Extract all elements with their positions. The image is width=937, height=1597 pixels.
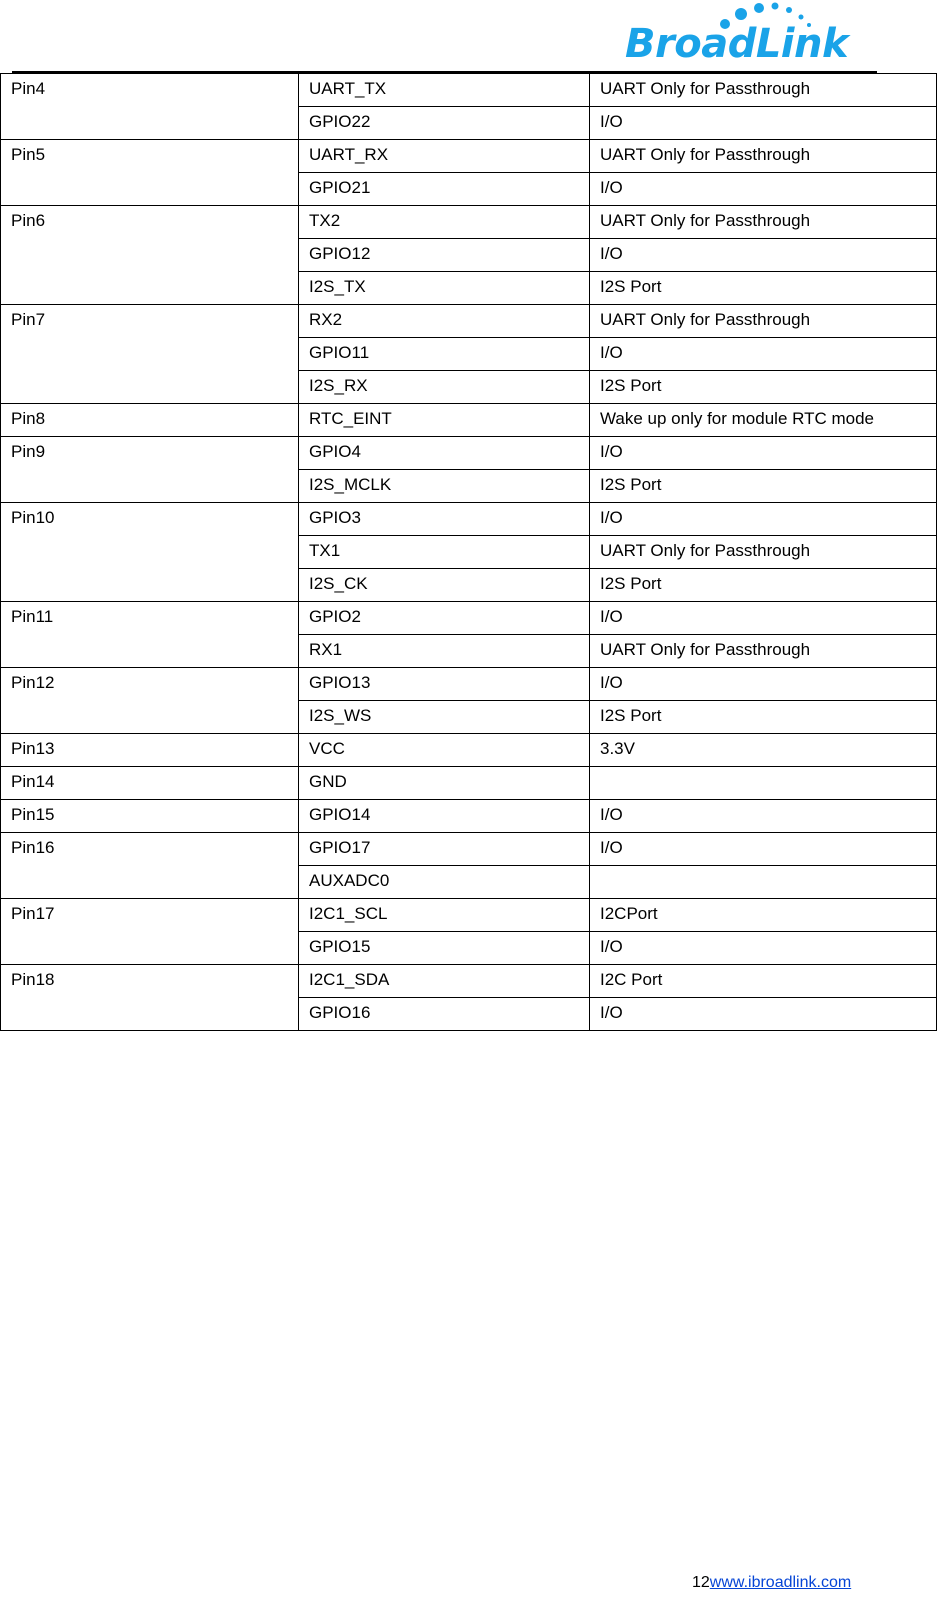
description-cell: I2S Port xyxy=(590,272,937,305)
description-cell: I/O xyxy=(590,173,937,206)
website-link[interactable]: www.ibroadlink.com xyxy=(709,1574,852,1591)
table-row xyxy=(1,965,937,998)
signal-cell: GPIO13 xyxy=(299,668,590,701)
signal-cell: I2C1_SCL xyxy=(299,899,590,932)
description-cell: I/O xyxy=(590,833,937,866)
description-cell: I/O xyxy=(590,239,937,272)
logo-dot xyxy=(754,3,764,13)
description-cell: I/O xyxy=(590,437,937,470)
pin-name-cell: Pin12 xyxy=(1,668,299,734)
table-row xyxy=(1,404,937,437)
logo-dot xyxy=(772,3,779,10)
description-cell: I2S Port xyxy=(590,470,937,503)
pin-name-cell: Pin6 xyxy=(1,206,299,305)
signal-cell: I2S_TX xyxy=(299,272,590,305)
table-row xyxy=(1,503,937,536)
pin-name-cell: Pin17 xyxy=(1,899,299,965)
description-cell: UART Only for Passthrough xyxy=(590,536,937,569)
signal-cell: I2S_WS xyxy=(299,701,590,734)
table-row xyxy=(1,668,937,701)
signal-cell: TX2 xyxy=(299,206,590,239)
logo-text: BroadLink xyxy=(625,21,849,67)
description-cell: UART Only for Passthrough xyxy=(590,140,937,173)
table-row xyxy=(1,140,937,173)
description-cell: Wake up only for module RTC mode xyxy=(590,404,937,437)
pin-name-cell: Pin11 xyxy=(1,602,299,668)
pin-name-cell: Pin14 xyxy=(1,767,299,800)
table-row xyxy=(1,800,937,833)
description-cell: UART Only for Passthrough xyxy=(590,635,937,668)
table-row xyxy=(1,305,937,338)
description-cell: I/O xyxy=(590,800,937,833)
signal-cell: GND xyxy=(299,767,590,800)
pin-name-cell: Pin8 xyxy=(1,404,299,437)
description-cell: I/O xyxy=(590,602,937,635)
description-cell: I/O xyxy=(590,107,937,140)
signal-cell: I2S_MCLK xyxy=(299,470,590,503)
description-cell: I/O xyxy=(590,668,937,701)
signal-cell: GPIO22 xyxy=(299,107,590,140)
logo-dot xyxy=(799,15,804,20)
pin-name-cell: Pin13 xyxy=(1,734,299,767)
description-cell xyxy=(590,767,937,800)
signal-cell: UART_TX xyxy=(299,74,590,107)
table-row xyxy=(1,833,937,866)
description-cell: I/O xyxy=(590,932,937,965)
signal-cell: GPIO21 xyxy=(299,173,590,206)
pin-name-cell: Pin18 xyxy=(1,965,299,1031)
pin-table-body xyxy=(1,74,937,1031)
pin-name-cell: Pin15 xyxy=(1,800,299,833)
signal-cell: I2C1_SDA xyxy=(299,965,590,998)
description-cell: I2S Port xyxy=(590,701,937,734)
description-cell: I2CPort xyxy=(590,899,937,932)
table-row xyxy=(1,206,937,239)
description-cell: I2S Port xyxy=(590,569,937,602)
signal-cell: GPIO3 xyxy=(299,503,590,536)
description-cell: I2S Port xyxy=(590,371,937,404)
pin-name-cell: Pin5 xyxy=(1,140,299,206)
page-number: 12 xyxy=(692,1574,710,1591)
signal-cell: UART_RX xyxy=(299,140,590,173)
signal-cell: GPIO2 xyxy=(299,602,590,635)
signal-cell: GPIO4 xyxy=(299,437,590,470)
table-row xyxy=(1,602,937,635)
table-row xyxy=(1,74,937,107)
pin-name-cell: Pin4 xyxy=(1,74,299,140)
page-footer xyxy=(692,1574,851,1592)
broadlink-logo xyxy=(625,2,875,68)
signal-cell: GPIO17 xyxy=(299,833,590,866)
pin-name-cell: Pin10 xyxy=(1,503,299,602)
description-cell: UART Only for Passthrough xyxy=(590,305,937,338)
table-row xyxy=(1,767,937,800)
pin-name-cell: Pin9 xyxy=(1,437,299,503)
signal-cell: TX1 xyxy=(299,536,590,569)
signal-cell: GPIO15 xyxy=(299,932,590,965)
signal-cell: GPIO12 xyxy=(299,239,590,272)
signal-cell: GPIO14 xyxy=(299,800,590,833)
signal-cell: GPIO11 xyxy=(299,338,590,371)
description-cell: UART Only for Passthrough xyxy=(590,206,937,239)
description-cell xyxy=(590,866,937,899)
pin-name-cell: Pin7 xyxy=(1,305,299,404)
pin-table xyxy=(0,73,937,1031)
description-cell: I/O xyxy=(590,503,937,536)
table-row xyxy=(1,734,937,767)
logo-dot xyxy=(786,7,792,13)
signal-cell: AUXADC0 xyxy=(299,866,590,899)
description-cell: I/O xyxy=(590,998,937,1031)
signal-cell: VCC xyxy=(299,734,590,767)
signal-cell: RX2 xyxy=(299,305,590,338)
description-cell: I/O xyxy=(590,338,937,371)
description-cell: I2C Port xyxy=(590,965,937,998)
signal-cell: GPIO16 xyxy=(299,998,590,1031)
description-cell: 3.3V xyxy=(590,734,937,767)
table-row xyxy=(1,899,937,932)
signal-cell: RTC_EINT xyxy=(299,404,590,437)
signal-cell: RX1 xyxy=(299,635,590,668)
description-cell: UART Only for Passthrough xyxy=(590,74,937,107)
logo-dot xyxy=(735,8,747,20)
signal-cell: I2S_CK xyxy=(299,569,590,602)
pin-name-cell: Pin16 xyxy=(1,833,299,899)
signal-cell: I2S_RX xyxy=(299,371,590,404)
table-row xyxy=(1,437,937,470)
